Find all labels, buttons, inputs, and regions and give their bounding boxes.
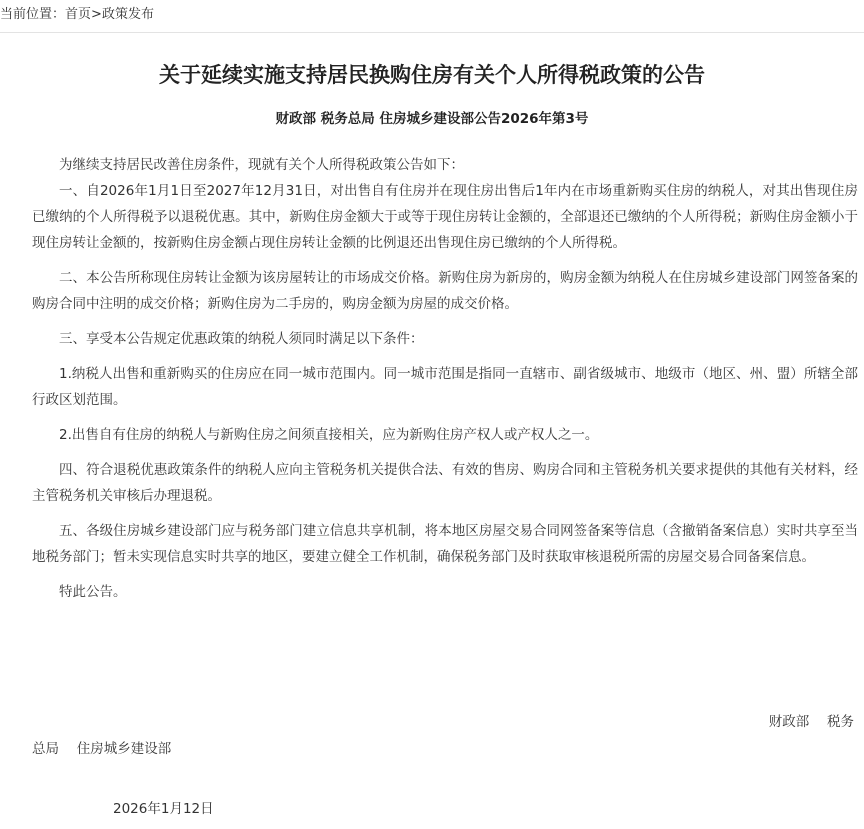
- breadcrumb-home-link[interactable]: 首页: [65, 7, 92, 22]
- breadcrumb-current-link[interactable]: 政策发布: [101, 7, 154, 22]
- document-number: 财政部 税务总局 住房城乡建设部公告2026年第3号: [275, 111, 589, 127]
- paragraph-item-5: 五、各级住房城乡建设部门应与税务部门建立信息共享机制，将本地区房屋交易合同网签备案等信息（含撤销备案信息）实时共享至当地税务部门；暂未实现信息实时共享的地区，要建立健全工作机制，确保税务部门及时获取审核退税所需的房屋交易合同备案信息。: [32, 523, 858, 565]
- paragraph-item-4: 四、符合退税优惠政策条件的纳税人应向主管税务机关提供合法、有效的售房、购房合同和主管税务机关要求提供的其他有关材料，经主管税务机关审核后办理退税。: [32, 462, 858, 504]
- signature-issuers-line-1: 财政部 税务: [768, 714, 854, 730]
- breadcrumb: [0, 0, 864, 33]
- breadcrumb-prefix: 当前位置：: [0, 7, 66, 22]
- signature-date: 2026年1月12日: [113, 801, 214, 817]
- article-title: 关于延续实施支持居民换购住房有关个人所得税政策的公告: [159, 63, 705, 87]
- paragraph-item-3: 三、享受本公告规定优惠政策的纳税人须同时满足以下条件：: [59, 331, 424, 347]
- paragraph-item-1: 一、自2026年1月1日至2027年12月31日，对出售自有住房并在现住房出售后1年内在市场重新购买住房的纳税人，对其出售现住房已缴纳的个人所得税予以退税优惠。其中，新购住房金额大于或等于现住房转让金额的，全部退还已缴纳的个人所得税；新购住房金额小于现住房转让金额的，按新购住房金额占现住房转让金额的比例退还出售现住房已缴纳的个人所得税。: [32, 183, 858, 251]
- signature-issuers-line-2: 总局 住房城乡建设部: [32, 741, 172, 757]
- paragraph-closing: 特此公告。: [59, 584, 127, 600]
- breadcrumb-separator: >: [91, 7, 102, 22]
- paragraph-intro: 为继续支持居民改善住房条件，现就有关个人所得税政策公告如下：: [59, 157, 464, 173]
- paragraph-condition-1: 1.纳税人出售和重新购买的住房应在同一城市范围内。同一城市范围是指同一直辖市、副省级城市、地级市（地区、州、盟）所辖全部行政区划范围。: [32, 366, 858, 408]
- paragraph-item-2: 二、本公告所称现住房转让金额为该房屋转让的市场成交价格。新购住房为新房的，购房金额为纳税人在住房城乡建设部门网签备案的购房合同中注明的成交价格；新购住房为二手房的，购房金额为房屋的成交价格。: [32, 270, 858, 312]
- article-body: [32, 152, 858, 605]
- paragraph-condition-2: 2.出售自有住房的纳税人与新购住房之间须直接相关，应为新购住房产权人或产权人之一。: [59, 427, 599, 443]
